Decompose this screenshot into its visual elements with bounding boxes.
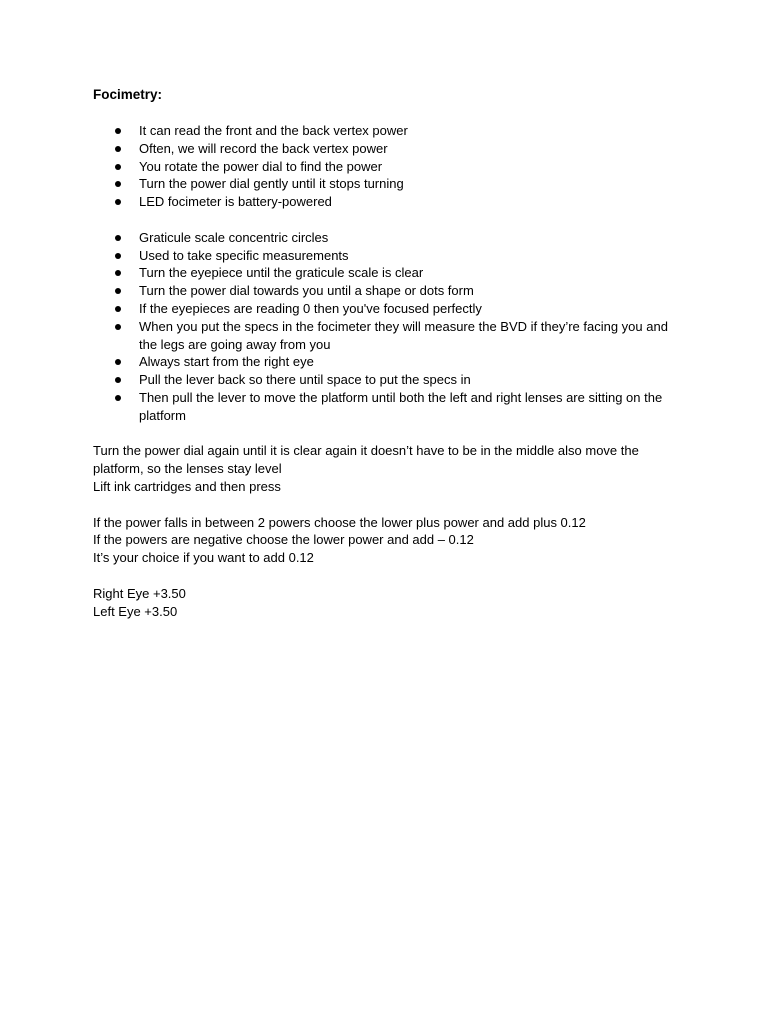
list-item <box>93 247 683 265</box>
list-item-text: Often, we will record the back vertex power <box>139 140 388 156</box>
bullet-icon <box>115 306 121 312</box>
bullet-icon <box>115 270 121 276</box>
list-item <box>93 371 683 389</box>
list-item <box>93 140 683 158</box>
paragraph-line: If the power falls in between 2 powers choose the lower plus power and add plus 0.12 <box>93 514 586 530</box>
paragraph-line: If the powers are negative choose the lower power and add – 0.12 <box>93 532 474 548</box>
bullet-icon <box>115 359 121 365</box>
paragraph-power-rules <box>93 514 683 567</box>
paragraph-power-dial <box>93 442 683 495</box>
list-item <box>93 175 683 193</box>
bullet-icon <box>115 324 121 330</box>
list-item-text: Then pull the lever to move the platform until both the left and right lenses are sitting on the platform <box>139 389 663 423</box>
list-item <box>93 282 683 300</box>
list-item-text: When you put the specs in the focimeter they will measure the BVD if they’re facing you and the legs are going away from you <box>139 318 668 352</box>
right-eye-reading: Right Eye +3.50 <box>93 585 186 601</box>
list-item-text: You rotate the power dial to find the power <box>139 158 383 174</box>
list-item <box>93 300 683 318</box>
bullet-icon <box>115 377 121 383</box>
bullet-icon <box>115 181 121 187</box>
paragraph-line: Lift ink cartridges and then press <box>93 478 281 494</box>
bullet-icon <box>115 199 121 205</box>
paragraph-line: It’s your choice if you want to add 0.12 <box>93 550 314 566</box>
bullet-icon <box>115 288 121 294</box>
list-item-text: Turn the eyepiece until the graticule scale is clear <box>139 265 424 281</box>
bullet-list-procedure <box>93 229 683 425</box>
bullet-icon <box>115 235 121 241</box>
list-item <box>93 229 683 247</box>
left-eye-reading: Left Eye +3.50 <box>93 603 178 619</box>
list-item-text: Graticule scale concentric circles <box>139 229 329 245</box>
list-item <box>93 318 683 354</box>
bullet-icon <box>115 395 121 401</box>
bullet-icon <box>115 253 121 259</box>
list-item <box>93 389 683 425</box>
bullet-list-basics <box>93 122 683 211</box>
list-item <box>93 193 683 211</box>
list-item-text: Pull the lever back so there until space to put the specs in <box>139 372 471 388</box>
list-item-text: Turn the power dial gently until it stops turning <box>139 176 404 192</box>
list-item-text: LED focimeter is battery-powered <box>139 194 332 210</box>
document-content <box>93 86 683 638</box>
list-item <box>93 122 683 140</box>
list-item-text: Always start from the right eye <box>139 354 314 370</box>
bullet-icon <box>115 164 121 170</box>
list-item <box>93 353 683 371</box>
list-item <box>93 158 683 176</box>
document-title: Focimetry: <box>93 87 163 102</box>
list-item <box>93 264 683 282</box>
paragraph-eye-readings <box>93 585 683 621</box>
bullet-icon <box>115 128 121 134</box>
list-item-text: It can read the front and the back vertex power <box>139 123 408 138</box>
list-item-text: Turn the power dial towards you until a shape or dots form <box>139 283 474 299</box>
list-item-text: If the eyepieces are reading 0 then you've focused perfectly <box>139 300 482 316</box>
paragraph-line: Turn the power dial again until it is clear again it doesn’t have to be in the middle also move the platform, so the lenses stay level <box>93 443 639 477</box>
list-item-text: Used to take specific measurements <box>139 247 349 263</box>
bullet-icon <box>115 146 121 152</box>
